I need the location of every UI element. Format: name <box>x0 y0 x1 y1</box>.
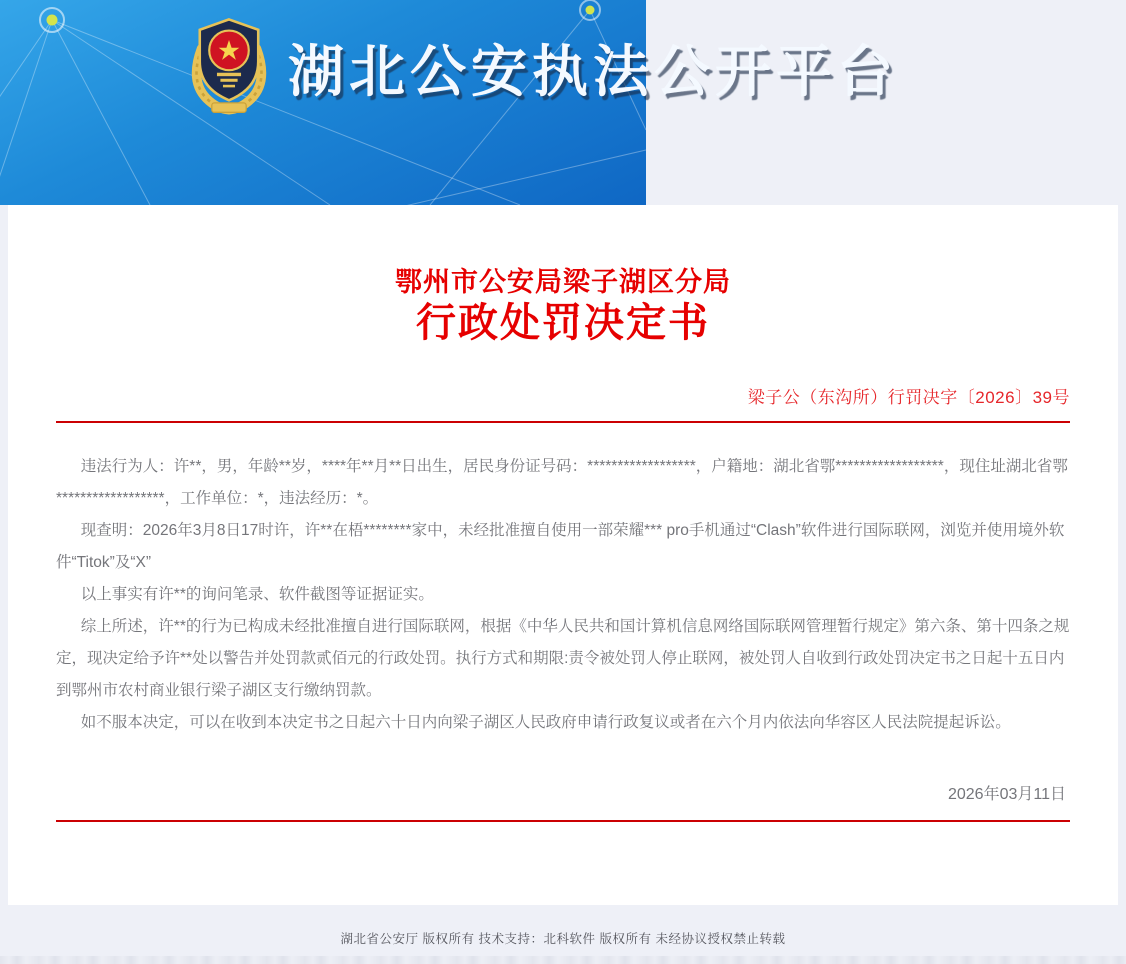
paragraph-appeal-rights: 如不服本决定，可以在收到本决定书之日起六十日内向梁子湖区人民政府申请行政复议或者在六个月内依法向华容区人民法院提起诉讼。 <box>80 714 1011 731</box>
decision-date: 2026年03月11日 <box>947 786 1066 803</box>
paragraph-decision: 综上所述，许**的行为已构成未经批准擅自进行国际联网，根据《中华人民共和国计算机信息网络国际联网管理暂行规定》第六条、第十四条之规定，现决定给予许**处以警告并处罚款贰佰元的行政处罚。执行方式和期限:责令被处罚人停止联网，被处罚人自收到行政处罚决定书之日起十五日内到鄂州市农村商业银行梁子湖区支行缴纳罚款。 <box>56 618 1070 699</box>
document-title: 行政处罚决定书 <box>416 301 710 345</box>
issuing-agency: 鄂州市公安局梁子湖区分局 <box>395 267 731 297</box>
site-header <box>0 0 1126 205</box>
penalty-document <box>8 205 1118 905</box>
paragraph-evidence: 以上事实有许**的询问笔录、软件截图等证据证实。 <box>80 586 434 603</box>
bottom-divider <box>56 820 1070 822</box>
paragraph-offender-info: 违法行为人：许**，男，年龄**岁，****年**月**日出生，居民身份证号码：******************，户籍地：湖北省鄂******************，现住址湖北省鄂******************，工作单位：*，违法经历：*。 <box>56 458 1068 507</box>
police-emblem-icon <box>186 14 272 116</box>
footer-strip <box>0 956 1126 964</box>
document-number: 梁子公（东沟所）行罚决字〔2026〕39号 <box>747 388 1070 407</box>
document-body <box>56 451 1070 739</box>
platform-title: 湖北公安执法公开平台 <box>288 40 898 103</box>
top-divider <box>56 421 1070 423</box>
site-footer <box>0 905 1126 964</box>
paragraph-findings: 现查明：2026年3月8日17时许，许**在梧********家中，未经批准擅自使用一部荣耀*** pro手机通过“Clash”软件进行国际联网，浏览并使用境外软件“Titok”及“X” <box>56 522 1065 571</box>
copyright-text: 湖北省公安厅 版权所有 技术支持：北科软件 版权所有 未经协议授权禁止转载 <box>340 932 786 946</box>
